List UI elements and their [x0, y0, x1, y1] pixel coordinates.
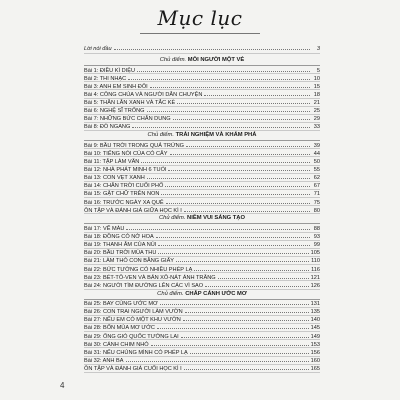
- toc-entry-label: ÔN TẬP VÀ ĐÁNH GIÁ CUỐI HỌC KÌ I: [84, 366, 182, 373]
- toc-entry-page: 110: [311, 258, 320, 265]
- toc-entry-page: 135: [310, 309, 320, 316]
- dot-leader: [166, 198, 310, 204]
- page-number: 4: [60, 381, 65, 390]
- dot-leader: [168, 166, 310, 172]
- dot-leader: [204, 90, 310, 96]
- section-name: NIỀM VUI SÁNG TẠO: [187, 215, 246, 222]
- toc-entry-page: 75: [313, 199, 320, 206]
- dot-leader: [158, 241, 310, 247]
- dot-leader: [158, 249, 308, 255]
- section-name: CHẮP CÁNH ƯỚC MƠ: [185, 290, 247, 297]
- toc-entry-label: Bài 28: BỐN MÙA MƠ ƯỚC: [84, 325, 155, 332]
- toc-entry-label: Bài 15: GẶT CHỮ TRÊN NON: [84, 191, 160, 198]
- dot-leader: [165, 182, 310, 188]
- toc-entry-label: Bài 20: BẦU TRỜI MÙA THU: [84, 250, 157, 257]
- toc-entry[interactable]: [84, 365, 320, 373]
- dot-leader: [114, 44, 310, 50]
- dot-leader: [186, 141, 310, 147]
- toc-entry-page: 105: [310, 250, 320, 257]
- dot-leader: [128, 74, 310, 80]
- section-prefix: Chủ điểm.: [159, 57, 187, 63]
- dot-leader: [141, 157, 310, 163]
- toc-entry-label: Bài 7: NHỮNG BỨC CHÂN DUNG: [84, 116, 171, 123]
- toc-entry-page: 33: [313, 124, 320, 131]
- toc-entry[interactable]: [84, 249, 320, 257]
- toc-entry-label: Lời nói đầu: [84, 45, 112, 52]
- toc-entry[interactable]: [84, 324, 320, 332]
- dot-leader: [185, 308, 309, 314]
- dot-leader: [184, 365, 309, 371]
- table-of-contents: [84, 44, 320, 373]
- toc-entry-label: Bài 27: NẾU EM CÓ MỘT KHU VƯỜN: [84, 317, 181, 324]
- dot-leader: [137, 66, 310, 72]
- toc-entry-label: Bài 2: THI NHẠC: [84, 75, 127, 82]
- dot-leader: [151, 340, 309, 346]
- toc-entry-label: Bài 8: ĐÒ NGANG: [84, 124, 131, 131]
- toc-entry[interactable]: [84, 174, 320, 182]
- toc-entry-label: Bài 13: CON VẸT XANH: [84, 175, 145, 182]
- dot-leader: [150, 82, 310, 88]
- toc-entry[interactable]: [84, 257, 320, 265]
- toc-intro-row[interactable]: [84, 44, 320, 54]
- toc-entry-page: 156: [310, 349, 320, 356]
- page-title: Mục lục: [140, 6, 261, 34]
- toc-entry[interactable]: [84, 233, 320, 241]
- toc-entry-label: Bài 6: NGHỆ SĨ TRỐNG: [84, 108, 145, 115]
- toc-entry[interactable]: [84, 115, 320, 123]
- toc-entry-page: 18: [313, 91, 320, 98]
- toc-entry-label: Bài 19: THANH ÂM CỦA NÚI: [84, 242, 157, 249]
- toc-entry[interactable]: [84, 273, 320, 281]
- dot-leader: [173, 115, 310, 121]
- dot-leader: [194, 265, 309, 271]
- toc-entry-label: Bài 25: BAY CÙNG ƯỚC MƠ: [84, 301, 158, 308]
- toc-entry-page: 5: [316, 67, 320, 74]
- dot-leader: [147, 174, 310, 180]
- dot-leader: [170, 149, 310, 155]
- toc-entry-page: 165: [310, 366, 320, 373]
- dot-leader: [147, 107, 310, 113]
- toc-entry[interactable]: [84, 224, 320, 232]
- toc-entry-label: Bài 16: TRƯỚC NGÀY XA QUÊ: [84, 199, 164, 206]
- toc-entry-page: 67: [313, 183, 320, 190]
- toc-entry-page: 145: [310, 325, 320, 332]
- toc-entry[interactable]: [84, 265, 320, 273]
- toc-entry[interactable]: [84, 241, 320, 249]
- toc-entry[interactable]: [84, 107, 320, 115]
- toc-entry-page: 15: [313, 83, 320, 90]
- dot-leader: [161, 190, 310, 196]
- toc-entry-page: 149: [310, 333, 320, 340]
- toc-entry-page: 10: [313, 75, 320, 82]
- toc-entry-page: 29: [313, 116, 320, 123]
- toc-entry-page: 140: [310, 317, 320, 324]
- toc-entry[interactable]: [84, 66, 320, 74]
- title-area: [0, 6, 400, 34]
- toc-entry-label: Bài 4: CÔNG CHÚA VÀ NGƯỜI DẪN CHUYỆN: [84, 91, 203, 98]
- dot-leader: [156, 233, 310, 239]
- toc-section-heading: [84, 290, 320, 300]
- section-name: TRẢI NGHIỆM VÀ KHÁM PHÁ: [175, 132, 257, 139]
- dot-leader: [184, 206, 310, 212]
- toc-entry[interactable]: [84, 300, 320, 308]
- toc-entry-label: Bài 3: ANH EM SINH ĐÔI: [84, 83, 148, 90]
- toc-entry-label: Bài 17: VẼ MÀU: [84, 225, 125, 232]
- toc-entry-page: 131: [310, 301, 320, 308]
- toc-entry[interactable]: [84, 90, 320, 98]
- toc-section-heading: [84, 56, 320, 66]
- toc-entry-label: Bài 10: TIẾNG NÓI CỦA CỎ CÂY: [84, 150, 168, 157]
- toc-entry[interactable]: [84, 206, 320, 214]
- dot-leader: [177, 99, 310, 105]
- dot-leader: [157, 324, 309, 330]
- toc-entry-label: Bài 12: NHÀ PHÁT MINH 6 TUỔI: [84, 167, 167, 174]
- toc-entry-page: 80: [313, 207, 320, 214]
- section-prefix: Chủ điểm.: [147, 132, 174, 139]
- toc-entry-label: Bài 1: ĐIỀU KÌ DIỆU: [84, 67, 135, 74]
- toc-entry-label: Bài 11: TẬP LÀM VĂN: [84, 158, 140, 165]
- toc-entry-label: Bài 14: CHÂN TRỜI CUỐI PHỐ: [84, 183, 164, 190]
- toc-entry-page: 116: [311, 266, 320, 273]
- toc-entry[interactable]: [84, 316, 320, 324]
- toc-entry[interactable]: [84, 357, 320, 365]
- toc-entry[interactable]: [84, 332, 320, 340]
- dot-leader: [132, 123, 310, 129]
- toc-entry-page: 88: [313, 225, 320, 232]
- toc-entry-label: Bài 29: ỐNG GIÓ QUỐC TƯỞNG LAI: [84, 333, 179, 340]
- toc-entry[interactable]: [84, 149, 320, 157]
- toc-entry-label: Bài 32: ANH BA: [84, 358, 124, 364]
- dot-leader: [176, 257, 309, 263]
- toc-entry-page: 44: [313, 150, 320, 157]
- toc-entry[interactable]: [84, 281, 320, 289]
- toc-entry-page: 153: [310, 341, 320, 348]
- toc-entry[interactable]: [84, 348, 320, 356]
- section-prefix: Chủ điểm.: [158, 215, 186, 222]
- toc-entry[interactable]: [84, 157, 320, 165]
- dot-leader: [126, 224, 310, 230]
- toc-entry-label: Bài 23: BÉT-TÔ-VEN VÀ BẢN XÔ-NÁT ÁNH TRĂNG: [84, 274, 216, 281]
- toc-entry-page: 99: [313, 242, 320, 249]
- toc-entry-page: 93: [313, 234, 320, 241]
- toc-entry-page: 121: [310, 274, 320, 281]
- dot-leader: [205, 281, 309, 287]
- toc-entry-label: Bài 5: THẰN LẰN XANH VÀ TẮC KÈ: [84, 100, 176, 107]
- toc-entry-page: 3: [316, 45, 320, 52]
- toc-entry-page: 39: [313, 142, 320, 149]
- toc-entry-label: Bài 22: BỨC TƯỜNG CÓ NHIỀU PHÉP LẠ: [84, 266, 193, 273]
- toc-entry[interactable]: [84, 166, 320, 174]
- toc-entry[interactable]: [84, 198, 320, 206]
- toc-entry[interactable]: [84, 182, 320, 190]
- dot-leader: [126, 357, 309, 363]
- section-name: MỖI NGƯỜI MỘT VẺ: [187, 57, 245, 63]
- toc-entry-label: Bài 24: NGƯỜI TÌM ĐƯỜNG LÊN CÁC VÌ SAO: [84, 282, 204, 289]
- toc-entry-page: 62: [313, 175, 320, 182]
- dot-leader: [183, 316, 309, 322]
- toc-entry[interactable]: [84, 340, 320, 348]
- dot-leader: [190, 348, 309, 354]
- toc-entry-label: ÔN TẬP VÀ ĐÁNH GIÁ GIỮA HỌC KÌ I: [84, 207, 182, 214]
- toc-entry-label: Bài 26: CON TRAI NGƯỜI LÀM VƯỜN: [84, 309, 183, 316]
- toc-entry-page: 21: [313, 100, 320, 107]
- toc-entry[interactable]: [84, 82, 320, 90]
- toc-entry-label: Bài 30: CÁNH CHIM NHỎ: [84, 341, 149, 348]
- dot-leader: [218, 273, 309, 279]
- toc-entry[interactable]: [84, 190, 320, 198]
- toc-entry-page: 55: [313, 167, 320, 174]
- toc-section-heading: [84, 214, 320, 224]
- toc-entry-label: Bài 9: BẦU TRỜI TRONG QUẢ TRỨNG: [84, 142, 185, 149]
- dot-leader: [181, 332, 309, 338]
- dot-leader: [160, 300, 309, 306]
- toc-entry[interactable]: [84, 308, 320, 316]
- toc-section-heading: [84, 131, 320, 141]
- toc-entry-page: 50: [313, 158, 320, 165]
- toc-entry-label: Bài 31: NẾU CHÚNG MÌNH CÓ PHÉP LẠ: [84, 349, 188, 356]
- toc-entry-page: 160: [310, 358, 320, 364]
- toc-entry[interactable]: [84, 99, 320, 107]
- toc-entry-label: Bài 21: LÀM THỎ CON BẰNG GIẤY: [84, 258, 175, 265]
- toc-entry[interactable]: [84, 141, 320, 149]
- section-prefix: Chủ điểm.: [157, 290, 184, 297]
- toc-entry-page: 71: [313, 191, 320, 198]
- toc-entry-page: 25: [313, 108, 320, 115]
- toc-entry[interactable]: [84, 74, 320, 82]
- toc-entry-label: Bài 18: ĐỒNG CỎ NỞ HOA: [84, 234, 154, 241]
- toc-entry[interactable]: [84, 123, 320, 131]
- toc-entry-page: 126: [310, 282, 320, 289]
